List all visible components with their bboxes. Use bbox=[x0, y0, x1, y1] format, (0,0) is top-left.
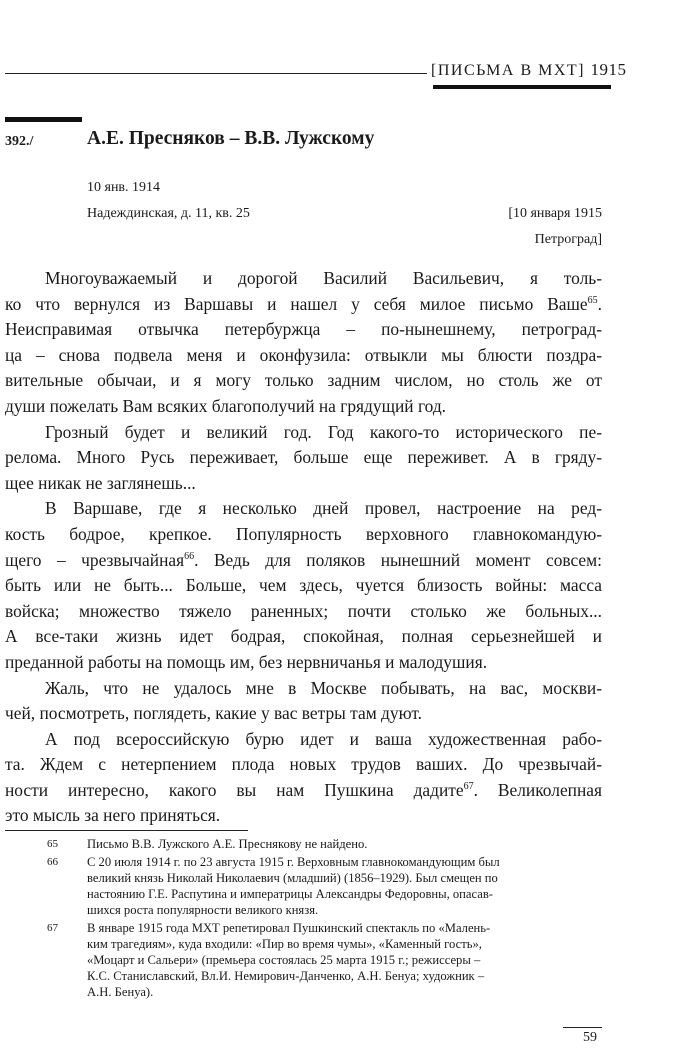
body-line: это мысль за него приняться. bbox=[5, 805, 221, 826]
body-line: вительные обычаи, и я могу только задним числом, но столь же от bbox=[5, 370, 602, 391]
footnote-line: С 20 июля 1914 г. по 23 августа 1915 г. Верховным главнокомандующим был bbox=[87, 855, 500, 869]
footnote-66 bbox=[5, 854, 602, 918]
footnote-line: великий князь Николай Николаевич (младший) (1856–1929). Был смещен по bbox=[87, 871, 498, 885]
body-line: щее никак не заглянешь... bbox=[5, 472, 196, 493]
body-line: А под всероссийскую бурю идет и ваша художественная рабо- bbox=[45, 728, 602, 749]
body-line: релома. Много Русь переживает, больше еще переживет. А в гряду- bbox=[5, 447, 602, 468]
footnotes bbox=[5, 836, 602, 1002]
body-line: чей, посмотреть, поглядеть, какие у вас ветры там дуют. bbox=[5, 703, 423, 724]
letter-date: 10 янв. 1914 bbox=[87, 180, 161, 195]
editorial-city: Петроград] bbox=[534, 232, 602, 247]
body-line: А все-таки жизнь идет бодрая, спокойная, полная серьезнейшей и bbox=[5, 626, 602, 647]
body-line: ности интересно, какого вы нам Пушкина дадите$^{67}$. Великолепная bbox=[5, 779, 602, 800]
footnote-ref-65[interactable]: 65 bbox=[587, 294, 598, 306]
footnote-line: «Моцарт и Сальери» (премьера состоялась 25 марта 1915 г.; режиссеры – bbox=[87, 953, 481, 967]
letter-address: Надеждинская, д. 11, кв. 25 bbox=[87, 206, 250, 221]
footnote-line: Письмо В.В. Лужского А.Е. Преснякову не найдено. bbox=[87, 837, 368, 851]
body-line: души пожелать Вам всяких благополучий на грядущий год. bbox=[5, 395, 447, 416]
footnote-number: 65 bbox=[47, 838, 58, 850]
footnote-rule bbox=[5, 830, 248, 831]
editorial-date: [10 января 1915 bbox=[508, 206, 602, 221]
header-year: 1915 bbox=[590, 60, 627, 79]
letter-title: А.Е. Пресняков – В.В. Лужскому bbox=[87, 128, 375, 149]
letter-number: 392./ bbox=[5, 134, 34, 149]
body-line: та. Ждем с нетерпением плода новых трудов ваших. До чрезвычай- bbox=[5, 754, 602, 775]
footnote-67 bbox=[5, 920, 602, 1000]
footnote-line: В январе 1915 года МХТ репетировал Пушкинский спектакль по «Малень- bbox=[87, 921, 491, 935]
footnote-line: настоянию Г.Е. Распутина и императрицы Александры Федоровны, опасав- bbox=[87, 887, 493, 901]
footnote-line: К.С. Станиславский, Вл.И. Немирович-Данченко, А.Н. Бенуа; художник – bbox=[87, 969, 485, 983]
body-line: преданной работы на помощь им, без нервничанья и малодушия. bbox=[5, 651, 488, 672]
body-line: ко что вернулся из Варшавы и нашел у себя милое письмо Ваше$^{65}$. bbox=[5, 293, 602, 314]
page-number-rule bbox=[563, 1027, 602, 1028]
body-line: Неисправимая отвычка петербуржца – по-нынешнему, петроград- bbox=[5, 319, 602, 340]
body-line: Грозный будет и великий год. Год какого-то исторического пе- bbox=[45, 421, 602, 442]
footnote-ref-66[interactable]: 66 bbox=[184, 550, 195, 562]
body-line: Многоуважаемый и дорогой Василий Васильевич, я толь- bbox=[45, 268, 602, 288]
body-line: В Варшаве, где я несколько дней провел, настроение на ред- bbox=[45, 498, 602, 519]
footnote-line: ким трагедиям», куда входили: «Пир во время чумы», «Каменный гость», bbox=[87, 937, 482, 951]
running-header bbox=[431, 60, 627, 80]
body-line: кость бодрое, крепкое. Популярность верховного главнокомандую- bbox=[5, 523, 602, 544]
header-underline bbox=[433, 85, 611, 89]
footnote-line: А.Н. Бенуа). bbox=[87, 985, 154, 999]
footnote-ref-67[interactable]: 67 bbox=[463, 780, 474, 792]
letter-number-bar bbox=[5, 117, 82, 122]
footnote-65 bbox=[5, 836, 602, 852]
body-line: ца – снова подвела меня и оконфузила: отвыкли мы блюсти поздра- bbox=[5, 344, 602, 365]
body-line: быть или не быть... Больше, чем здесь, чуется близость войны: масса bbox=[5, 575, 602, 596]
page-number: 59 bbox=[583, 1030, 597, 1045]
body-line: щего – чрезвычайная$^{66}$. Ведь для поляков нынешний момент совсем: bbox=[5, 549, 602, 570]
header-rule bbox=[5, 73, 427, 74]
header-section: [ПИСЬМА В МХТ] bbox=[431, 62, 585, 79]
footnote-number: 66 bbox=[47, 856, 58, 868]
footnote-number: 67 bbox=[47, 922, 58, 934]
footnote-line: шихся роста популярности великого князя. bbox=[87, 903, 319, 917]
body-line: Жаль, что не удалось мне в Москве побывать, на вас, москви- bbox=[45, 677, 602, 698]
body-line: войска; множество тяжело раненных; почти столько же больных... bbox=[5, 600, 602, 621]
letter-body bbox=[5, 266, 602, 829]
